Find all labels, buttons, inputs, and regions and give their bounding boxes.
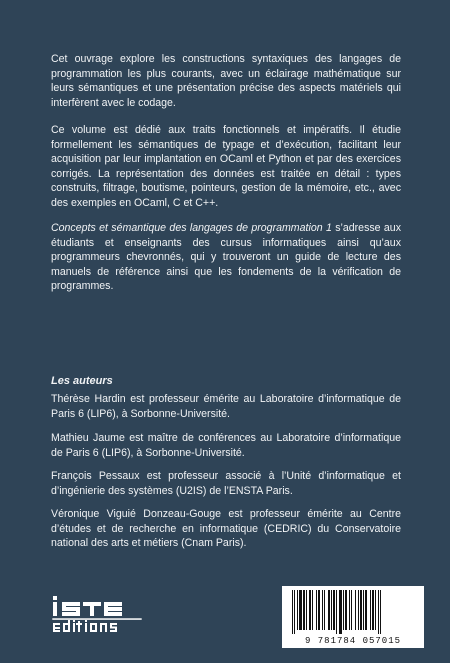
author-bio-1: Thérèse Hardin est professeur émérite au Laboratoire d’informatique de Paris 6 (LIP6), à Sorbonne-Université. [51,393,401,420]
isbn-barcode [282,586,424,648]
description-paragraph-1: Cet ouvrage explore les constructions syntaxiques des langages de programmation les plus courants, avec un éclairage mathématique sur leurs sémantiques et une présentation précise des aspects matériels qui interfèrent avec le codage. [51,53,401,109]
paragraph-3-text: s’adresse aux étudiants et enseignants des cursus informatiques ainsi qu’aux programmeurs chevronnés, qui y trouveront un guide de lecture des manuels de référence ainsi que les fondements de la vérification de programmes. [51,222,401,293]
description-paragraph-2: Ce volume est dédié aux traits fonctionnels et impératifs. Il étudie formellement les sémantiques de typage et d’exécution, facilitant leur acquisition par leur implantation en OCaml et Python et par des exercices corrigés. La représentation des données est traitée en détail : types construits, filtrage, boutisme, pointeurs, gestion de la mémoire, etc., avec des exemples en OCaml, C et C++. [51,124,401,209]
author-bio-4: Véronique Viguié Donzeau-Gouge est professeur émérite au Centre d’études et de recherche en informatique (CEDRIC) du Conservatoire national des arts et métiers (Cnam Paris). [51,508,401,550]
author-bio-3: François Pessaux est professeur associé à l’Unité d’informatique et d’ingénierie des systèmes (U2IS) de l’ENSTA Paris. [51,470,401,497]
author-bio-2: Mathieu Jaume est maître de conférences au Laboratoire d’informatique de Paris 6 (LIP6), à Sorbonne-Université. [51,432,401,459]
barcode-bars [290,590,416,634]
iste-editions-logo [52,596,142,636]
description-paragraph-3 [51,221,401,294]
isbn-number: 9 781784 057015 [304,636,401,646]
authors-heading: Les auteurs [51,375,113,387]
book-title-italic: Concepts et sémantique des langages de programmation 1 [51,222,332,234]
